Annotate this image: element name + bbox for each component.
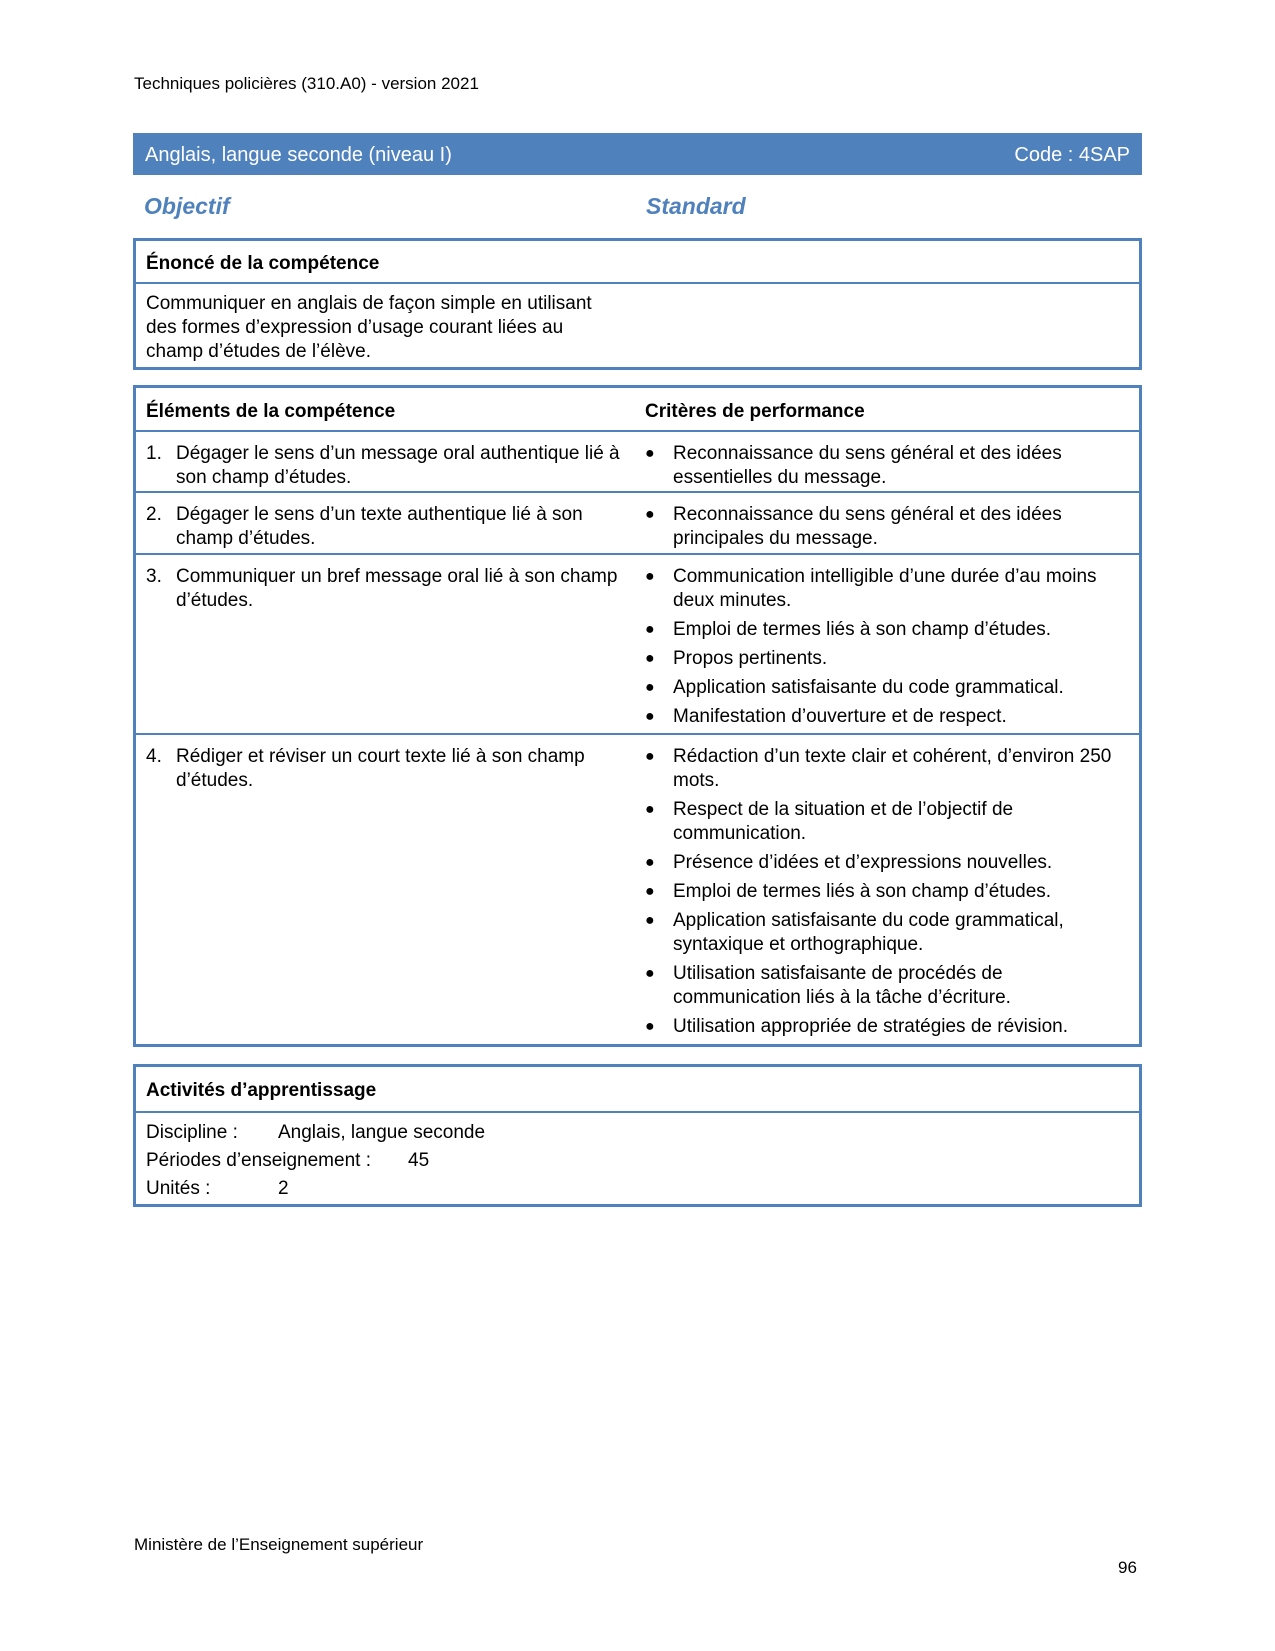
list-item <box>645 851 1115 875</box>
list-item <box>645 798 1115 846</box>
list-item <box>645 565 1115 613</box>
objectif-label: Objectif <box>144 193 230 219</box>
criterion-text: Utilisation satisfaisante de procédés de communication liés à la tâche d’écriture. <box>673 963 1011 1008</box>
bullet-icon: ● <box>645 445 655 462</box>
bullet-icon: ● <box>645 912 655 929</box>
activites-heading: Activités d’apprentissage <box>136 1067 1139 1113</box>
list-item <box>645 503 1115 551</box>
list-item <box>645 909 1115 957</box>
list-item <box>645 880 1115 904</box>
activites-box <box>133 1064 1142 1207</box>
criterion-text: Reconnaissance du sens général et des idées principales du message. <box>673 504 1062 549</box>
enonce-box <box>133 238 1142 370</box>
unites-value: 2 <box>278 1178 289 1199</box>
table-row <box>136 493 1139 555</box>
criteria-list <box>645 442 1115 495</box>
criterion-text: Emploi de termes liés à son champ d’études. <box>673 619 1052 640</box>
activites-body <box>136 1113 1139 1203</box>
bullet-icon: ● <box>645 650 655 667</box>
bullet-icon: ● <box>645 708 655 725</box>
criterion-text: Rédaction d’un texte clair et cohérent, d’environ 250 mots. <box>673 746 1112 791</box>
element-number: 2. <box>146 504 162 525</box>
element-number: 4. <box>146 746 162 767</box>
footer-ministry: Ministère de l’Enseignement supérieur <box>134 1535 424 1554</box>
criterion-text: Utilisation appropriée de stratégies de révision. <box>673 1016 1068 1037</box>
bullet-icon: ● <box>645 568 655 585</box>
table-row <box>136 432 1139 493</box>
elements-table <box>133 385 1142 1047</box>
course-title: Anglais, langue seconde (niveau I) <box>145 144 452 166</box>
unites-line <box>146 1175 1129 1203</box>
criterion-text: Communication intelligible d’une durée d’au moins deux minutes. <box>673 566 1097 611</box>
list-item <box>645 745 1115 793</box>
course-title-bar <box>133 133 1142 175</box>
bullet-icon: ● <box>645 883 655 900</box>
periodes-line <box>146 1147 1129 1175</box>
table-row <box>136 555 1139 735</box>
bullet-icon: ● <box>645 679 655 696</box>
discipline-value: Anglais, langue seconde <box>278 1122 486 1143</box>
bullet-icon: ● <box>645 506 655 523</box>
criteria-list <box>645 503 1115 556</box>
element-number: 3. <box>146 566 162 587</box>
criterion-text: Application satisfaisante du code grammatical. <box>673 677 1064 698</box>
bullet-icon: ● <box>645 621 655 638</box>
criterion-text: Présence d’idées et d’expressions nouvelles. <box>673 852 1053 873</box>
list-item <box>645 705 1115 729</box>
element-text: Dégager le sens d’un texte authentique lié à son champ d’études. <box>176 504 583 549</box>
running-header: Techniques policières (310.A0) - version 2021 <box>134 74 479 93</box>
table-row <box>136 735 1139 1045</box>
enonce-text: Communiquer en anglais de façon simple en utilisant des formes d’expression d’usage courant liées au champ d’études de l’élève. <box>146 293 592 362</box>
bullet-icon: ● <box>645 854 655 871</box>
bullet-icon: ● <box>645 965 655 982</box>
bullet-icon: ● <box>645 1018 655 1035</box>
criterion-text: Reconnaissance du sens général et des idées essentielles du message. <box>673 443 1062 488</box>
criterion-text: Respect de la situation et de l’objectif de communication. <box>673 799 1014 844</box>
criterion-text: Emploi de termes liés à son champ d’études. <box>673 881 1052 902</box>
bullet-icon: ● <box>645 748 655 765</box>
enonce-heading: Énoncé de la compétence <box>136 241 1139 284</box>
criteria-list <box>645 565 1115 734</box>
criteres-heading: Critères de performance <box>645 401 865 422</box>
elements-heading: Éléments de la compétence <box>146 401 396 422</box>
elements-table-header <box>136 388 1139 432</box>
list-item <box>645 676 1115 700</box>
element-text: Rédiger et réviser un court texte lié à son champ d’études. <box>176 746 585 791</box>
element-text: Dégager le sens d’un message oral authentique lié à son champ d’études. <box>176 443 620 488</box>
criterion-text: Propos pertinents. <box>673 648 828 669</box>
element-text: Communiquer un bref message oral lié à son champ d’études. <box>176 566 618 611</box>
periodes-label: Périodes d’enseignement : <box>146 1150 371 1171</box>
discipline-label: Discipline : <box>146 1122 238 1143</box>
unites-label: Unités : <box>146 1178 211 1199</box>
bullet-icon: ● <box>645 801 655 818</box>
element-number: 1. <box>146 443 162 464</box>
criterion-text: Manifestation d’ouverture et de respect. <box>673 706 1007 727</box>
criterion-text: Application satisfaisante du code grammatical, syntaxique et orthographique. <box>673 910 1064 955</box>
list-item <box>645 1015 1115 1039</box>
list-item <box>645 618 1115 642</box>
criteria-list <box>645 745 1115 1044</box>
list-item <box>645 647 1115 671</box>
standard-label: Standard <box>646 193 746 219</box>
discipline-line <box>146 1119 1129 1147</box>
page-number: 96 <box>1118 1558 1137 1577</box>
list-item <box>645 442 1115 490</box>
list-item <box>645 962 1115 1010</box>
periodes-value: 45 <box>408 1150 430 1171</box>
course-code: Code : 4SAP <box>1014 144 1130 166</box>
